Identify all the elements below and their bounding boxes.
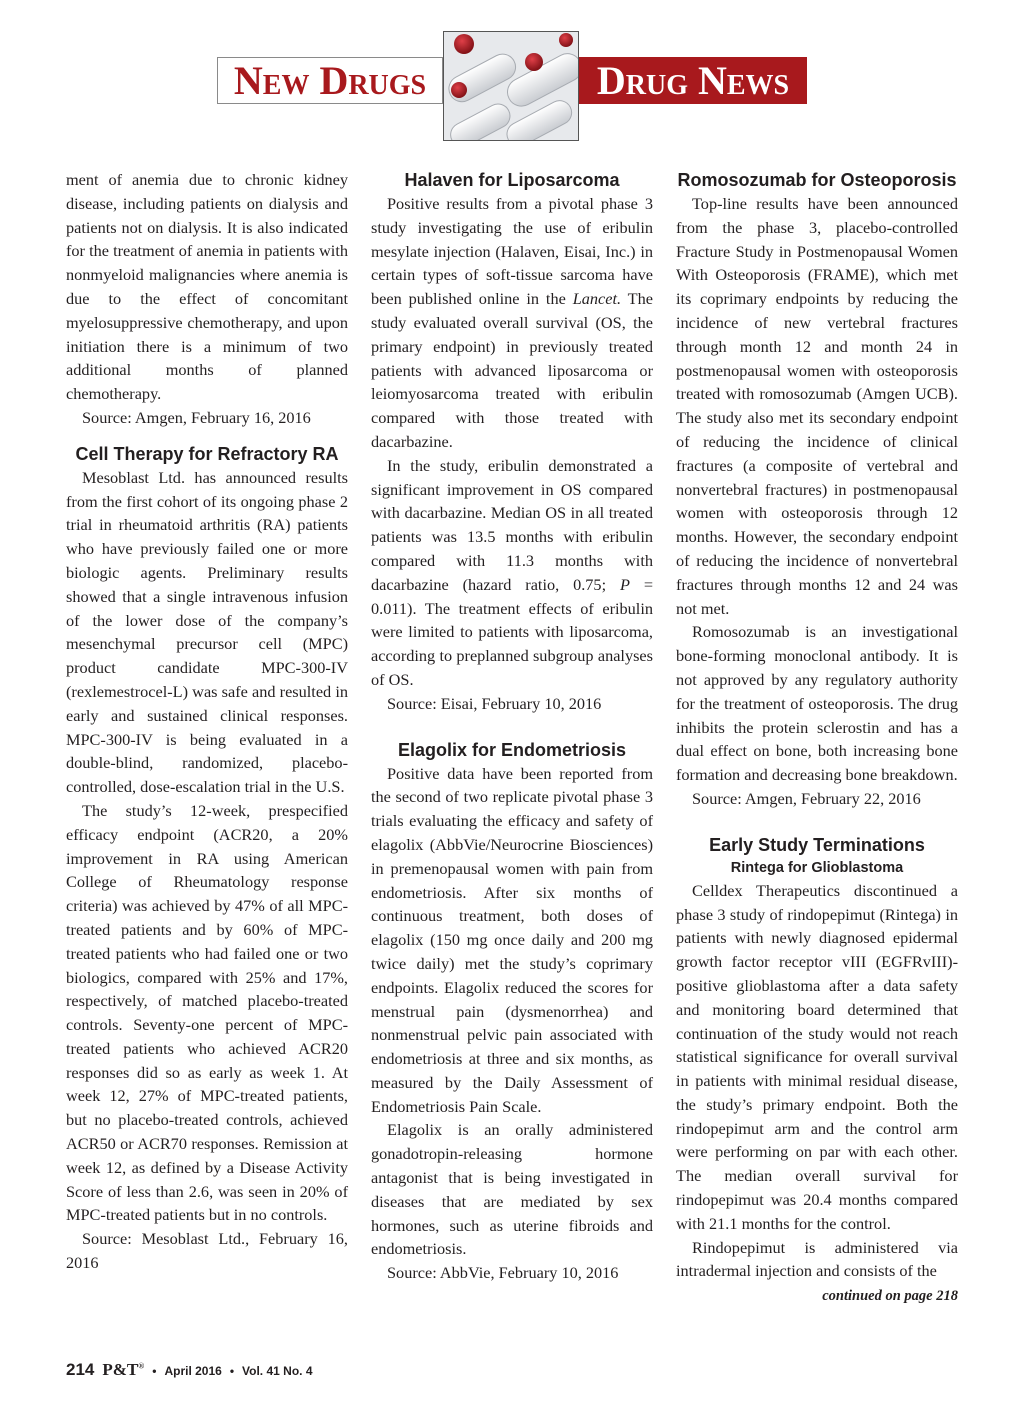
heading-romosozumab-osteoporosis: Romosozumab for Osteoporosis: [677, 170, 957, 190]
cell-therapy-paragraph-1: Mesoblast Ltd. has announced results from the first cohort of its ongoing phase 2 trial in rheumatoid arthritis (RA) patients who have previously failed one or more biologic agents. Preliminary results showed that a single intravenous infusion of the lower dose of the company’s mesenchymal precursor cell (MPC) product candidate MPC-300-IV (rexlemestrocel-L) was safe and resulted in early and sustained clinical responses. MPC-300-IV is being evaluated in a double-blind, randomized, placebo-controlled, dose-escalation trial in the U.S.: [66, 467, 348, 797]
halaven-paragraph-1: Positive results from a pivotal phase 3 study investigating the use of eribulin mesylate injection (Halaven, Eisai, Inc.) in certain types of soft-tissue sarcoma have been published online in the Lancet. The study evaluated overall survival (OS, the primary endpoint) in previously treated patients with advanced liposarcoma or leiomyosarcoma treated with eribulin compared with those treated with dacarbazine.: [371, 194, 653, 451]
rintega-paragraph-2: Rindopepimut is administered via intradermal injection and consists of the: [676, 1237, 958, 1281]
footer-separator: •: [152, 1364, 157, 1378]
source-mesoblast: Source: Mesoblast Ltd., February 16, 2016: [66, 1229, 348, 1273]
heading-early-study-terminations: Early Study Terminations: [709, 834, 925, 855]
lancet-journal-name: Lancet.: [572, 289, 622, 309]
romosozumab-paragraph-2: Romosozumab is an investigational bone-forming monoclonal antibody. It is not approved by any regulatory authority for the treatment of osteoporosis. The drug inhibits the protein sclerostin and has a dual effect on bone, both increasing bone formation and decreasing bone breakdown.: [676, 622, 958, 785]
rintega-paragraph-1: Celldex Therapeutics discontinued a phase 3 study of rindopepimut (Rintega) in patients with newly diagnosed epidermal growth factor receptor vIII (EGFRvIII)-positive glioblastoma after a data safety and monitoring board determined that continuation of the study would not reach statistical significance for overall survival in patients with minimal residual disease, the study’s primary endpoint. Both the rindopepimut arm and the control arm were performing on par with each other. The median overall survival for rindopepimut was 20.4 months compared with 21.1 months for the control.: [676, 880, 958, 1233]
halaven-paragraph-2: In the study, eribulin demonstrated a significant improvement in OS compared with dacarbazine. Median OS in all treated patients was 13.5 months with eribulin compared with 11.3 months with dacarbazine (hazard ratio, 0.75; P = 0.011). The treatment effects of eribulin were limited to patients with liposarcoma, according to preplanned subgroup analyses of OS.: [371, 455, 653, 689]
issue-date: April 2016: [164, 1364, 222, 1378]
source-amgen-feb22: Source: Amgen, February 22, 2016: [692, 788, 921, 808]
column-1: [66, 168, 348, 1275]
pills-photo-icon: [443, 31, 579, 141]
column-2: [371, 168, 653, 1285]
page-footer: [66, 1360, 313, 1384]
heading-elagolix-endometriosis: Elagolix for Endometriosis: [397, 739, 627, 760]
banner-drug-news-title: Drug News: [596, 57, 790, 103]
epoetin-continuation-paragraph: ment of anemia due to chronic kidney disease, including patients on dialysis and patients not on dialysis. It is also indicated for the treatment of anemia in patients with nonmyeloid malignancies where anemia is due to the effect of concomitant myelosuppressive chemotherapy, and upon initiation there is a minimum of two additional months of planned chemotherapy.: [66, 170, 348, 404]
journal-name: P&T®: [102, 1360, 145, 1379]
romosozumab-paragraph-1: Top-line results have been announced from the phase 3, placebo-controlled Fracture Study in Postmenopausal Women With Osteoporosis (FRAME), which met its coprimary endpoints by reducing the incidence of new vertebral fractures through month 12 and month 24 in postmenopausal women with osteoporosis treated with romosozumab (Amgen UCB). The study also met its secondary endpoint of reducing the incidence of clinical fractures (a composite of vertebral and nonvertebral fractures) in postmenopausal women with osteoporosis through 12 months. However, the secondary endpoint of reducing the incidence of nonvertebral fractures through months 12 and 24 was not met.: [676, 194, 958, 618]
banner-drug-news: [579, 57, 807, 104]
source-eisai: Source: Eisai, February 10, 2016: [387, 693, 602, 713]
banner-new-drugs-title: New Drugs: [233, 57, 427, 103]
column-3: [676, 168, 958, 1309]
cell-therapy-paragraph-2: The study’s 12-week, prespecified efficacy endpoint (ACR20, a 20% improvement in RA using American College of Rheumatology response criteria) was achieved by 47% of all MPC-treated patients and by 60% of MPC-treated patients who had failed one or two biologics, compared with 25% and 17%, respectively, of matched placebo-treated controls. Seventy-one percent of MPC-treated patients who achieved ACR20 responses did so as early as week 1. At week 12, 27% of MPC-treated patients, but no placebo-treated controls, achieved ACR50 or ACR70 responses. Remission at week 12, as defined by a Disease Activity Score of less than 2.6, was seen in 20% of MPC-treated patients but in no controls.: [66, 800, 348, 1225]
elagolix-paragraph-2: Elagolix is an orally administered gonadotropin-releasing hormone antagonist that is being investigated in diseases that are mediated by sex hormones, such as uterine fibroids and endometriosis.: [371, 1120, 653, 1259]
heading-cell-therapy-ra: Cell Therapy for Refractory RA: [75, 443, 339, 464]
subheading-rintega-glioblastoma: Rintega for Glioblastoma: [730, 859, 904, 876]
continued-on-page-link[interactable]: continued on page 218: [822, 1288, 958, 1305]
source-abbvie: Source: AbbVie, February 10, 2016: [387, 1263, 619, 1283]
footer-separator: •: [229, 1364, 235, 1378]
page-number: 214: [66, 1360, 95, 1379]
elagolix-paragraph-1: Positive data have been reported from the second of two replicate pivotal phase 3 trials evaluating the efficacy and safety of elagolix (AbbVie/Neurocrine Biosciences) in premenopausal women with pain from endometriosis. After six months of continuous treatment, both doses of elagolix (150 mg once daily and 200 mg twice daily) met the study’s coprimary endpoints. Elagolix reduced the scores for menstrual pain (dysmenorrhea) and nonmenstrual pelvic pain associated with endometriosis at three and six months, as measured by the Daily Assessment of Endometriosis Pain Scale.: [371, 763, 653, 1116]
banner-new-drugs: [217, 57, 443, 104]
heading-halaven-liposarcoma: Halaven for Liposarcoma: [404, 170, 620, 190]
source-amgen-feb16: Source: Amgen, February 16, 2016: [82, 407, 311, 427]
issue-volume: Vol. 41 No. 4: [242, 1364, 313, 1378]
